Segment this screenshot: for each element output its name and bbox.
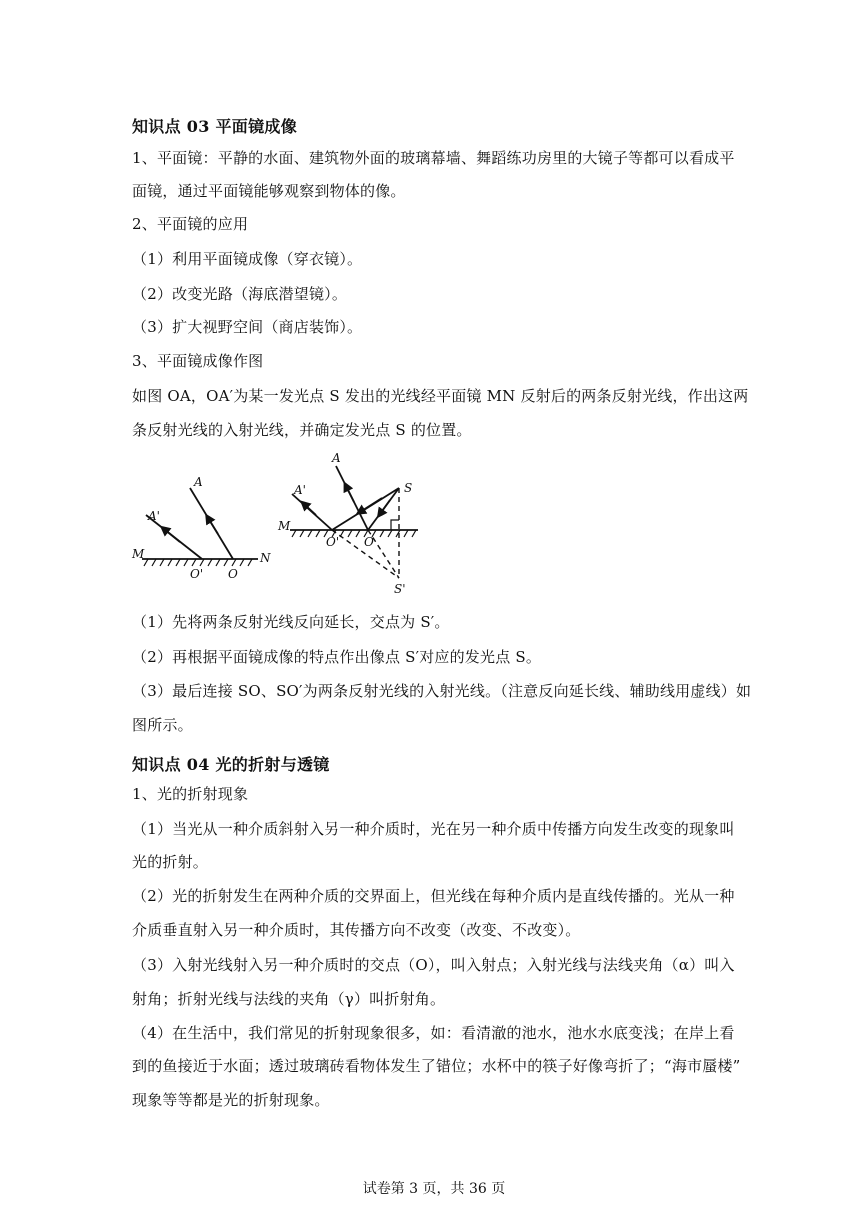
right-ray-oa-arrow xyxy=(346,486,354,502)
right-ray-oa1-arrow xyxy=(304,504,316,515)
s4-item-2-line-1: （2）光的折射发生在两种介质的交界面上，但光线在每种介质内是直线传播的。光从一种 xyxy=(132,887,735,905)
right-mirror-hatching xyxy=(292,530,416,537)
s4-item-4-line-2: 到的鱼接近于水面；透过玻璃砖看物体发生了错位；水杯中的筷子好像弯折了；“海市蜃楼” xyxy=(132,1057,741,1075)
step-3-line-2: 图所示。 xyxy=(132,716,193,734)
step-1: （1）先将两条反射光线反向延长，交点为 S′。 xyxy=(132,613,450,631)
right-angle-mark xyxy=(391,520,399,530)
para-2-item-1: （1）利用平面镜成像（穿衣镜）。 xyxy=(132,250,363,268)
s4-item-1-line-1: （1）当光从一种介质斜射入另一种介质时，光在另一种介质中传播方向发生改变的现象叫 xyxy=(132,820,735,838)
step-2: （2）再根据平面镜成像的特点作出像点 S′对应的发光点 S。 xyxy=(132,648,542,666)
s4-item-3-line-1: （3）入射光线射入另一种介质时的交点（O），叫入射点；入射光线与法线夹角（α）叫入 xyxy=(132,956,735,974)
incident-ray-so-arrow xyxy=(380,500,390,514)
left-diagram xyxy=(142,488,258,566)
left-mirror-hatching xyxy=(144,559,252,566)
left-label-n: N xyxy=(260,551,271,565)
section-03-heading: 知识点 03 平面镜成像 xyxy=(132,117,298,136)
left-ray-oa1-arrow xyxy=(164,529,180,542)
left-label-a1: A' xyxy=(148,509,160,523)
right-label-o: O xyxy=(364,535,374,549)
page-footer: 试卷第 3 页，共 36 页 xyxy=(362,1181,506,1197)
para-3: 3、平面镜成像作图 xyxy=(132,352,264,370)
para-1-line-1: 1、平面镜：平静的水面、建筑物外面的玻璃幕墙、舞蹈练功房里的大镜子等都可以看成平 xyxy=(132,149,735,167)
s4-item-1-line-2: 光的折射。 xyxy=(132,853,209,871)
right-diagram xyxy=(290,466,418,578)
s4-para-1: 1、光的折射现象 xyxy=(132,785,249,803)
para-2-item-2: （2）改变光路（海底潜望镜）。 xyxy=(132,285,348,303)
left-label-m: M xyxy=(132,547,145,561)
right-label-s: S xyxy=(404,481,413,495)
left-label-o: O xyxy=(228,567,238,581)
para-2: 2、平面镜的应用 xyxy=(132,215,249,233)
s4-item-3-line-2: 射角；折射光线与法线的夹角（γ）叫折射角。 xyxy=(132,990,446,1008)
para-3-line-1: 如图 OA，OA′为某一发光点 S 发出的光线经平面镜 MN 反射后的两条反射光线，作出这两 xyxy=(132,387,749,405)
right-label-a1: A' xyxy=(294,483,306,497)
s4-item-2-line-2: 介质垂直射入另一种介质时，其传播方向不改变（改变、不改变）。 xyxy=(132,921,581,939)
para-2-item-3: （3）扩大视野空间（商店装饰）。 xyxy=(132,318,363,336)
s4-item-4-line-3: 现象等等都是光的折射现象。 xyxy=(132,1091,330,1109)
left-ray-oa-arrow xyxy=(208,518,218,534)
para-1-line-2: 面镜，通过平面镜能够观察到物体的像。 xyxy=(132,182,406,200)
plane-mirror-figure xyxy=(120,448,450,608)
right-label-s1: S' xyxy=(394,582,406,596)
right-label-o1: O' xyxy=(326,535,340,549)
left-label-o1: O' xyxy=(190,567,204,581)
para-3-line-2: 条反射光线的入射光线，并确定发光点 S 的位置。 xyxy=(132,421,472,439)
right-label-m: M xyxy=(278,519,291,533)
section-04-heading: 知识点 04 光的折射与透镜 xyxy=(132,755,330,774)
step-3-line-1: （3）最后连接 SO、SO′为两条反射光线的入射光线。（注意反向延长线、辅助线用虚线）如 xyxy=(132,682,752,700)
s4-item-4-line-1: （4）在生活中，我们常见的折射现象很多，如：看清澈的池水，池水水底变浅；在岸上看 xyxy=(132,1024,735,1042)
right-label-a: A xyxy=(332,451,341,465)
left-label-a: A xyxy=(194,475,203,489)
incident-ray-so1-arrow xyxy=(360,498,382,512)
